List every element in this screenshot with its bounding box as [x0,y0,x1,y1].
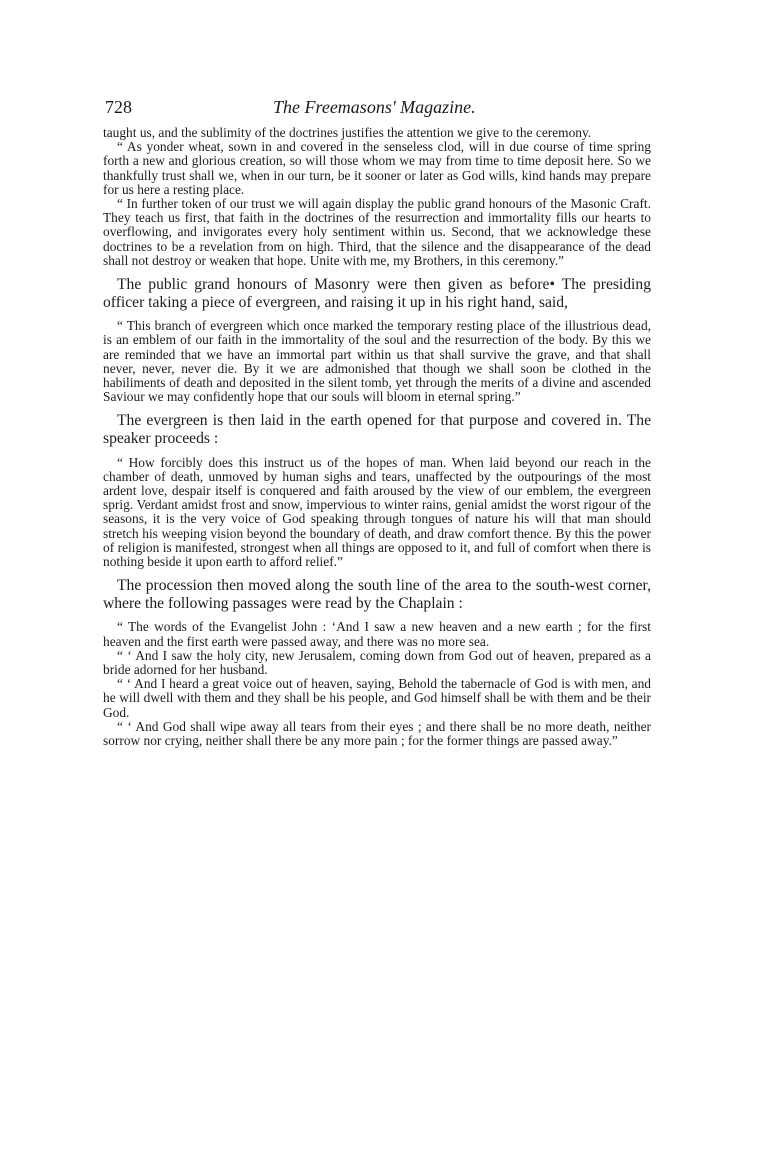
page [103,96,651,748]
journal-title: The Freemasons' Magazine. [273,97,476,117]
paragraph-continuation: taught us, and the sublimity of the doctrines justifies the attention we give to the ceremony. [103,125,592,140]
paragraph-evergreen-address: “ This branch of evergreen which once marked the temporary resting place of the illustrious dead, is an emblem of our faith in the immortality of the soul and the resurrection of the body. By this we are reminded that we have an immortal part within us that shall survive the grave, and that shall never, never, never die. By it we are admonished that though we shall soon be clothed in the habiliments of death and deposited in the silent tomb, yet through the merits of a divine and ascended Saviour we may confidently hope that our souls will bloom in eternal spring.” [103,318,651,405]
paragraph-wheat-address: “ As yonder wheat, sown in and covered in the senseless clod, will in due course of time spring forth a new and glorious creation, so will those whom we may from time to time deposit here. So we thankfully trust shall we, when in our turn, be it sooner or later as God wills, kind hands may prepare for us here a resting place. [103,139,651,197]
paragraph-hopes-of-man: “ How forcibly does this instruct us of the hopes of man. When laid beyond our reach in the chamber of death, unmoved by human sighs and tears, unaffected by the outpourings of the most ardent love, despair itself is conquered and faith aroused by the view of our emblem, the evergreen sprig. Verdant amidst frost and snow, impervious to winter rains, genial amidst the worst rigour of the seasons, it is the very voice of God speaking through tongues of nature his will that man should stretch his weeping vision beyond the boundary of death, and draw comfort thence. By this the power of religion is manifested, strongest when all things are opposed to it, and full of comfort when there is nothing beside it upon earth to afford relief.” [103,454,651,570]
paragraph-scripture-3: “ ‘ And I heard a great voice out of heaven, saying, Behold the tabernacle of God is with men, and he will dwell with them and they shall be his people, and God himself shall be with them and be their God. [103,676,651,720]
paragraph-grand-honours-given: The public grand honours of Masonry were then given as before• The presiding officer taking a piece of evergreen, and raising it up in his right hand, said, [103,276,651,311]
paragraph-evergreen-laid: The evergreen is then laid in the earth opened for that purpose and covered in. The speaker proceeds : [103,412,651,448]
paragraph-scripture-2: “ ‘ And I saw the holy city, new Jerusalem, coming down from God out of heaven, prepared as a bride adorned for her husband. [103,647,651,678]
paragraph-scripture-4: “ ‘ And God shall wipe away all tears from their eyes ; and there shall be no more death, neither sorrow nor crying, neither shall there be any more pain ; for the former things are passed away.” [103,718,651,749]
page-number: 728 [105,97,132,117]
paragraph-scripture-1: “ The words of the Evangelist John : ‘And I saw a new heaven and a new earth ; for the first heaven and the first earth were passed away, and there was no more sea. [103,619,651,649]
running-head [103,96,651,122]
paragraph-grand-honours-address: “ In further token of our trust we will again display the public grand honours of the Masonic Craft. They teach us first, that faith in the doctrines of the resurrection and immortality fills our hearts to overflowing, and invigorates every holy sentiment within us. Second, that we acknowledge these doctrines to be a revelation from on high. Third, that the silence and the disappearance of the dead shall not destroy or weaken that hope. Unite with me, my Brothers, in this ceremony.” [103,196,651,268]
paragraph-procession: The procession then moved along the south line of the area to the south-west corner, where the following passages were read by the Chaplain : [103,577,651,612]
